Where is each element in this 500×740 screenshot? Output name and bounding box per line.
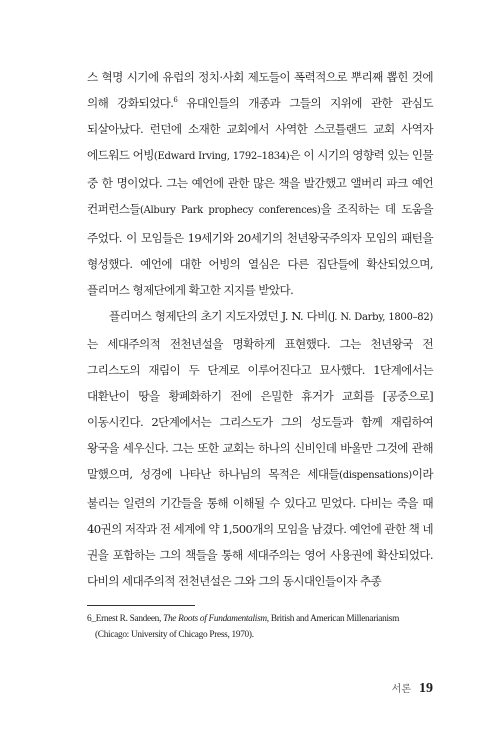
text-run: 을 조직하는 데 도움을 주었다. 이 모임들은 19세기와 20세기의 천년왕국주의자 모임의 패턴을 형성했다. 예언에 대한 어빙의 열심은 다른 집단들에 확산되었으며, 플리머스 형제단에게 확고한 지지를 받았다. xyxy=(87,202,433,297)
paragraph-1 xyxy=(87,64,433,303)
text-run: 이라 불리는 일련의 기간들을 통해 이해될 수 있다고 믿었다. 다비는 죽을 때 40권의 저작과 전 세계에 약 1,500개의 모임을 남겼다. 예언에 관한 책 네 권을 포함하는 그의 책들을 통해 세대주의는 영어 사용권에 확산되었다. 다비의 세대주의적 전천년설은 그와 그의 동시대인들이자 추종 xyxy=(87,467,433,588)
footnote-author: Ernest R. Sandeen, xyxy=(95,614,164,624)
text-run: (Albury Park prophecy conferences) xyxy=(140,205,321,217)
page-footer xyxy=(392,680,433,697)
footnote-reference[interactable]: 6 xyxy=(173,96,178,105)
footnote-6 xyxy=(87,611,433,643)
text-run: (dispensations) xyxy=(339,470,412,482)
footnote-subtitle: , British and American Millenarianism xyxy=(266,614,399,624)
text-run: 유대인들의 개종과 그들의 지위에 관한 관심도 되살아났다. 런던에 소재한 교회에서 사역한 스코틀랜드 교회 사역자 에드워드 어빙 xyxy=(87,96,434,163)
footnote-number: 6_ xyxy=(87,614,96,624)
text-run: 은 이 시기의 영향력 있는 인물 중 한 명이었다. 그는 예언에 관한 많은 책을 발간했고 앨버리 파크 예언 컨퍼런스들 xyxy=(87,148,434,217)
footnote-publisher: (Chicago: University of Chicago Press, 1970). xyxy=(95,630,254,640)
text-run: (J. N. Darby, 1800–82) xyxy=(327,311,434,323)
running-footer-section: 서론 xyxy=(391,684,411,695)
text-run: 스 혁명 시기에 유럽의 정치·사회 제도들이 폭력적으로 뿌리째 뽑힌 것에 의해 강화되었다. xyxy=(87,70,433,111)
main-text xyxy=(87,64,433,594)
paragraph-2 xyxy=(87,303,433,594)
text-run: (Edward Irving, 1792–1834) xyxy=(153,151,290,163)
text-run: 플리머스 형제단의 초기 지도자였던 J. N. 다비 xyxy=(109,308,328,323)
footnote-divider xyxy=(87,605,195,606)
footnote-title: The Roots of Fundamentalism xyxy=(163,614,267,624)
page-number: 19 xyxy=(419,681,433,696)
text-run: 는 세대주의적 전천년설을 명확하게 표현했다. 그는 천년왕국 전 그리스도의 재림이 두 단계로 이루어진다고 묘사했다. 1단계에서는 대환난이 땅을 황폐화하기 전에 은밀한 휴거가 교회를 [공중으로] 이동시킨다. 2단계에서는 그리스도가 그의 성도들과 함께 재림하여 왕국을 세우신다. 그는 또한 교회는 하나의 신비인데 바울만 그것에 관해 말했으며, 성경에 나타난 하나님의 목적은 세대들 xyxy=(87,336,433,482)
